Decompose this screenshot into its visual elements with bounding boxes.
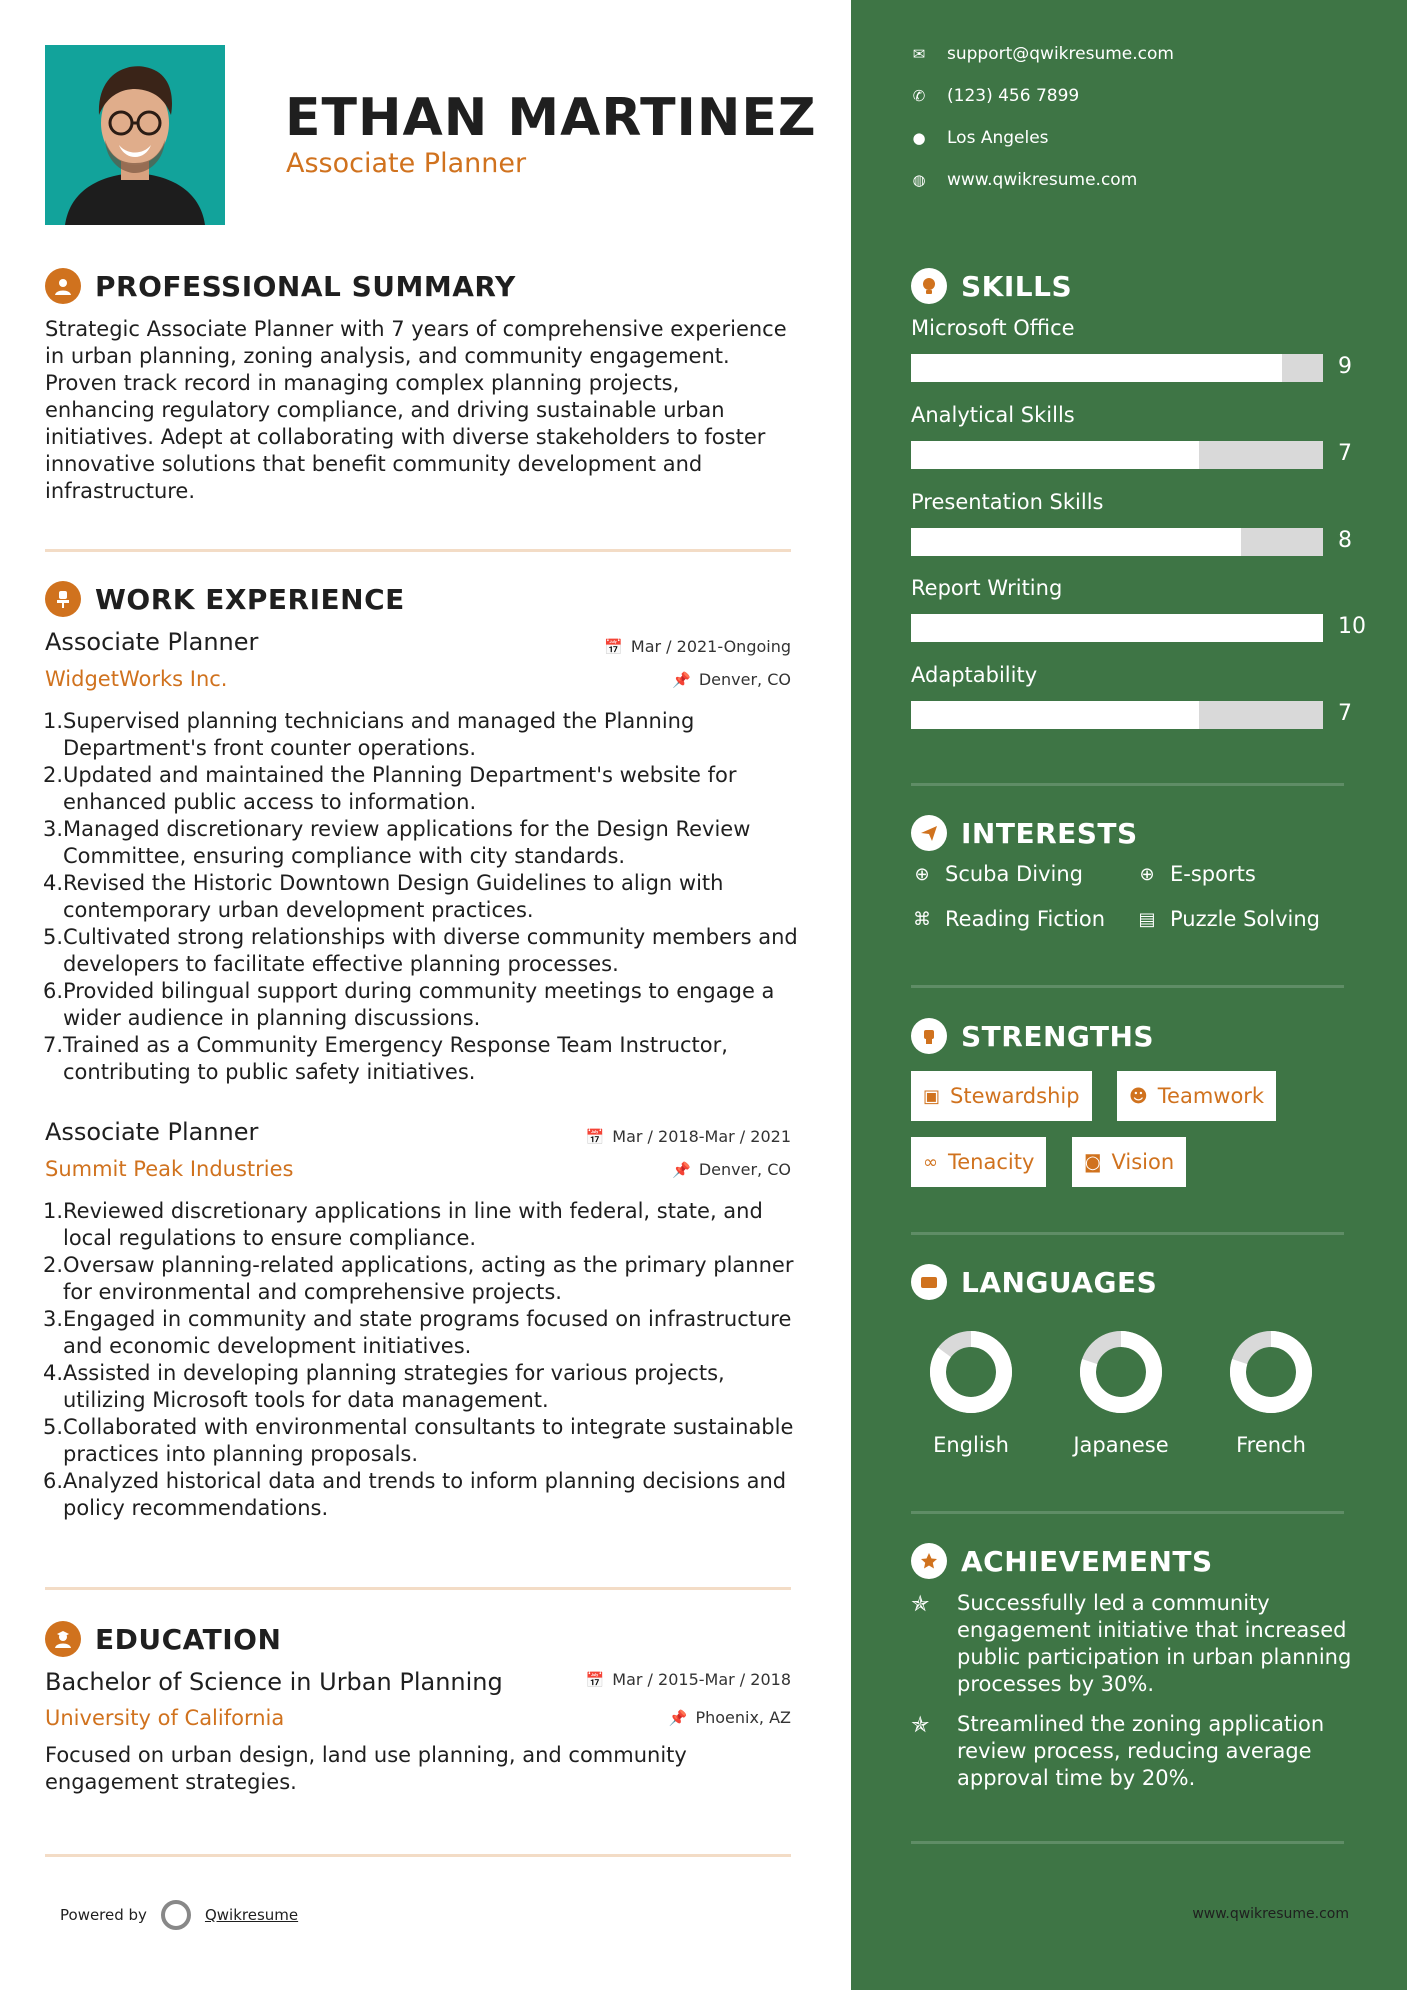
lifebuoy-icon: ⊕ — [914, 863, 930, 885]
achievement-item: ✯ Successfully led a community engagement initiative that increased public participation in urban planning processes by 30%. — [911, 1591, 1352, 1696]
language-ring — [1226, 1327, 1316, 1417]
skill-bar — [911, 614, 1323, 642]
interest-item: ⊕ E-sports — [1136, 862, 1256, 886]
list-item: 4. Assisted in developing planning strategies for various projects, utilizing Microsoft tools for data management. — [43, 1361, 725, 1412]
skill-label: Report Writing — [911, 576, 1063, 600]
star-burst-icon: ✯ — [911, 1713, 930, 1738]
star-icon — [911, 1543, 947, 1579]
contact-website: ◍ www.qwikresume.com — [912, 170, 1138, 190]
job-location: 📌 Denver, CO — [672, 670, 791, 689]
book-icon: ▤ — [1138, 908, 1156, 930]
star-burst-icon: ✯ — [911, 1592, 930, 1617]
section-title: ACHIEVEMENTS — [961, 1544, 1213, 1578]
calendar-icon: 📅 — [585, 1127, 605, 1146]
strength-chip: ☻ Teamwork — [1117, 1071, 1276, 1121]
pin-icon: 📌 — [672, 1160, 691, 1179]
job-dates: 📅 Mar / 2021-Ongoing — [604, 637, 791, 656]
list-item: 3. Managed discretionary review applications for the Design Review Committee, ensuring compliance with city standards. — [43, 817, 751, 868]
users-icon: ☻ — [1129, 1085, 1148, 1107]
skill-label: Adaptability — [911, 663, 1038, 687]
list-item: 6. Analyzed historical data and trends to inform planning decisions and policy recommendations. — [43, 1469, 787, 1520]
strength-chip: ∞ Tenacity — [911, 1137, 1046, 1187]
link-icon: ∞ — [923, 1151, 938, 1173]
languages-header — [911, 1264, 1157, 1300]
lightbulb-icon — [911, 268, 947, 304]
job-bullets — [45, 1198, 805, 1522]
divider — [911, 1232, 1344, 1235]
envelope-icon: ✉ — [912, 45, 926, 63]
divider — [911, 985, 1344, 988]
list-item: 4. Revised the Historic Downtown Design Guidelines to align with contemporary urban development practices. — [43, 871, 724, 922]
phone-icon: ✆ — [912, 87, 926, 105]
section-title: INTERESTS — [961, 816, 1138, 850]
job-bullets — [45, 708, 805, 1086]
user-icon — [45, 268, 81, 304]
interest-item: ⊕ Scuba Diving — [911, 862, 1083, 886]
footer-url[interactable]: www.qwikresume.com — [1192, 1906, 1349, 1922]
divider — [911, 1511, 1344, 1514]
pin-icon: 📌 — [672, 670, 691, 689]
divider — [911, 783, 1344, 786]
list-item: 2. Updated and maintained the Planning Department's website for enhanced public access to information. — [43, 763, 737, 814]
company-name: WidgetWorks Inc. — [45, 667, 228, 691]
strength-chip: ▣ Stewardship — [911, 1071, 1092, 1121]
brand-link[interactable]: Qwikresume — [204, 1906, 299, 1924]
school-name: University of California — [45, 1706, 285, 1730]
degree: Bachelor of Science in Urban Planning — [45, 1668, 503, 1696]
job-title: Associate Planner — [45, 628, 259, 656]
section-title: EDUCATION — [95, 1622, 282, 1656]
language-ring — [926, 1327, 1016, 1417]
list-item: 2. Oversaw planning-related applications, acting as the primary planner for environmental and comprehensive projects. — [43, 1253, 794, 1304]
fist-icon — [911, 1018, 947, 1054]
language-label: French — [1236, 1433, 1306, 1457]
contact-location: ● Los Angeles — [912, 128, 1049, 148]
pin-icon: 📌 — [668, 1708, 688, 1727]
education-location: 📌 Phoenix, AZ — [668, 1708, 791, 1727]
skill-label: Microsoft Office — [911, 316, 1075, 340]
work-header — [45, 581, 405, 617]
job-dates: 📅 Mar / 2018-Mar / 2021 — [585, 1127, 791, 1146]
skill-value: 7 — [1338, 701, 1352, 726]
list-item: 1. Reviewed discretionary applications in line with federal, state, and local regulations to ensure compliance. — [43, 1199, 763, 1250]
achievements-header — [911, 1543, 1213, 1579]
summary-header — [45, 268, 516, 304]
summary-text: Strategic Associate Planner with 7 years of comprehensive experience in urban planning, zoning analysis, and community engagement. Proven track record in managing complex planning projects, enhancing regulatory compliance, and driving sustainable urban initiatives. Adept at collaborating with diverse stakeholders to foster innovative solutions that benefit community development and infrastructure. — [45, 317, 787, 503]
lifebuoy-icon: ⊕ — [1139, 863, 1155, 885]
section-title: SKILLS — [961, 269, 1073, 303]
skill-bar — [911, 701, 1323, 729]
divider — [45, 1854, 791, 1857]
graduation-icon — [45, 1621, 81, 1657]
job-location: 📌 Denver, CO — [672, 1160, 791, 1179]
divider — [45, 1587, 791, 1590]
language-item — [1061, 1327, 1181, 1457]
podium-icon — [45, 581, 81, 617]
binoculars-icon: ◙ — [1084, 1151, 1102, 1173]
candidate-name: ETHAN MARTINEZ — [285, 88, 817, 148]
briefcase-icon: ▣ — [923, 1085, 941, 1107]
list-item: 3. Engaged in community and state programs focused on infrastructure and economic development initiatives. — [43, 1307, 792, 1358]
strengths-header — [911, 1018, 1154, 1054]
language-label: English — [933, 1433, 1009, 1457]
list-item: 5. Cultivated strong relationships with diverse community members and developers to facilitate effective planning processes. — [43, 925, 798, 976]
skill-bar — [911, 441, 1323, 469]
divider — [45, 549, 791, 552]
map-marker-icon: ● — [912, 129, 926, 147]
calendar-icon: 📅 — [585, 1670, 605, 1689]
skill-value: 8 — [1338, 528, 1352, 553]
interest-item: ▤ Puzzle Solving — [1136, 907, 1320, 931]
education-dates: 📅 Mar / 2015-Mar / 2018 — [585, 1670, 791, 1689]
skill-label: Analytical Skills — [911, 403, 1075, 427]
contact-email: ✉ support@qwikresume.com — [912, 44, 1174, 64]
section-title: PROFESSIONAL SUMMARY — [95, 269, 516, 303]
gamepad-icon: ⌘ — [913, 908, 931, 930]
interest-item: ⌘ Reading Fiction — [913, 907, 1106, 931]
list-item: 6. Provided bilingual support during community meetings to engage a wider audience in planning discussions. — [43, 979, 775, 1030]
paper-plane-icon — [911, 815, 947, 851]
contact-phone: ✆ (123) 456 7899 — [912, 86, 1080, 106]
globe-icon: ◍ — [912, 171, 926, 189]
section-title: LANGUAGES — [961, 1265, 1158, 1299]
list-item: 5. Collaborated with environmental consultants to integrate sustainable practices into planning proposals. — [43, 1415, 794, 1466]
calendar-icon: 📅 — [604, 637, 623, 656]
strength-chip: ◙ Vision — [1072, 1137, 1186, 1187]
profile-photo — [45, 45, 225, 225]
language-item — [911, 1327, 1031, 1457]
skill-bar — [911, 354, 1323, 382]
qwikresume-logo-icon — [161, 1900, 191, 1930]
sidebar — [851, 0, 1407, 1990]
education-text: Focused on urban design, land use planning, and community engagement strategies. — [45, 1743, 687, 1794]
skill-label: Presentation Skills — [911, 490, 1104, 514]
language-item — [1211, 1327, 1331, 1457]
powered-by: Powered by Qwikresume — [60, 1900, 298, 1930]
skill-value: 7 — [1338, 441, 1352, 466]
divider — [911, 1841, 1344, 1844]
skill-value: 9 — [1338, 354, 1352, 379]
education-header — [45, 1621, 281, 1657]
language-ring — [1076, 1327, 1166, 1417]
company-name: Summit Peak Industries — [45, 1157, 294, 1181]
section-title: WORK EXPERIENCE — [95, 582, 405, 616]
list-item: 1. Supervised planning technicians and managed the Planning Department's front counter operations. — [43, 709, 695, 760]
skill-bar — [911, 528, 1323, 556]
section-title: STRENGTHS — [961, 1019, 1155, 1053]
achievement-item: ✯ Streamlined the zoning application review process, reducing average approval time by 20%. — [911, 1712, 1325, 1790]
skills-header — [911, 268, 1072, 304]
job-title: Associate Planner — [45, 1118, 259, 1146]
translate-icon — [911, 1264, 947, 1300]
candidate-role: Associate Planner — [286, 148, 527, 179]
interests-header — [911, 815, 1138, 851]
skill-value: 10 — [1338, 614, 1366, 639]
list-item: 7. Trained as a Community Emergency Response Team Instructor, contributing to public safety initiatives. — [43, 1033, 728, 1084]
language-label: Japanese — [1073, 1433, 1169, 1457]
